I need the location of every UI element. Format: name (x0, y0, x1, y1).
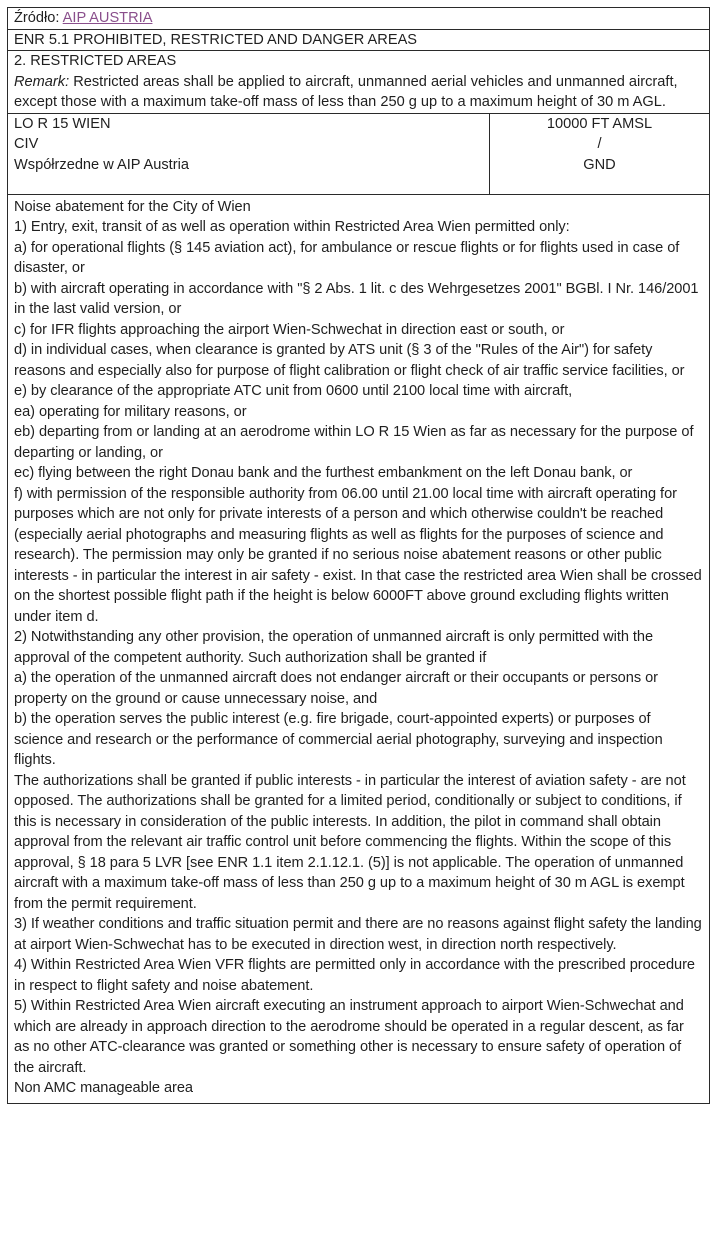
section-title-row (8, 30, 709, 52)
body-paragraph: 5) Within Restricted Area Wien aircraft executing an instrument approach to airport Wien-Schwechat and which are already in approach direction to the aerodrome should be operated in a regular descent, as far as no other ATC-clearance was granted or something other is necessary to ensure safety of operation of the aircraft. (14, 998, 684, 1076)
limit-separator: / (597, 136, 602, 152)
upper-limit: 10000 FT AMSL (546, 115, 653, 132)
aip-document-table (7, 7, 710, 1104)
source-row (8, 8, 709, 30)
area-coordinates: Współrzedne w AIP Austria (14, 156, 189, 173)
area-type: CIV (14, 136, 39, 152)
body-paragraph: a) the operation of the unmanned aircraft does not endanger aircraft or their occupants or persons or property on the ground or cause unnecessary noise, and (14, 670, 658, 707)
source-label: Źródło: (14, 10, 60, 26)
body-paragraph: a) for operational flights (§ 145 aviation act), for ambulance or rescue flights or for flights used in case of disaster, or (14, 239, 680, 276)
remark-label: Remark: (14, 73, 70, 90)
body-paragraph: f) with permission of the responsible authority from 06.00 until 21.00 local time with aircraft operating for purposes which are not only for private interests of a person and which otherwise couldn't be reached (especially aerial photographs and measuring flights as well as flights for the purposes of science and research). The permission may only be granted if no serious noise abatement reasons or other public interests - in particular the interest in air safety - exist. In that case the restricted area Wien shall be crossed on the shortest possible flight path if the height is below 6000FT above ground excluding flights written under item d. (14, 485, 702, 625)
section-title: ENR 5.1 PROHIBITED, RESTRICTED AND DANGER AREAS (14, 31, 418, 48)
body-paragraph: eb) departing from or landing at an aerodrome within LO R 15 Wien as far as necessary for the purpose of departing or landing, or (14, 424, 694, 461)
body-paragraph: b) the operation serves the public interest (e.g. fire brigade, court-appointed experts) or purposes of science and research or the performance of commercial aerial photography, surveying and inspection flights. (14, 711, 663, 768)
area-designator: LO R 15 WIEN (14, 115, 111, 132)
body-paragraph: ec) flying between the right Donau bank and the furthest embankment on the left Donau bank, or (14, 465, 633, 481)
body-paragraph: b) with aircraft operating in accordance with "§ 2 Abs. 1 lit. c des Wehrgesetzes 2001" BGBl. I Nr. 146/2001 in the last valid version, or (14, 280, 699, 317)
remarks-body (8, 195, 709, 1103)
body-paragraph: d) in individual cases, when clearance is granted by ATS unit (§ 3 of the "Rules of the Air") for safety reasons and especially also for purpose of flight calibration or flight check of air traffic service facilities, or (14, 342, 685, 379)
area-row (8, 114, 709, 195)
subsection-row (8, 51, 709, 114)
body-paragraph: Noise abatement for the City of Wien (14, 198, 251, 215)
body-paragraph: 1) Entry, exit, transit of as well as operation within Restricted Area Wien permitted only: (14, 219, 570, 235)
lower-limit: GND (583, 156, 616, 173)
body-paragraph: e) by clearance of the appropriate ATC unit from 0600 until 2100 local time with aircraft, (14, 383, 573, 399)
body-paragraph: 4) Within Restricted Area Wien VFR flights are permitted only in accordance with the prescribed procedure in respect to flight safety and noise abatement. (14, 957, 695, 994)
remark-paragraph (14, 72, 703, 113)
body-paragraph: ea) operating for military reasons, or (14, 403, 247, 420)
body-paragraph: 2) Notwithstanding any other provision, the operation of unmanned aircraft is only permitted with the approval of the competent authority. Such authorization shall be granted if (14, 629, 654, 666)
source-link[interactable]: AIP AUSTRIA (62, 10, 153, 26)
area-identification-cell (8, 114, 490, 194)
area-limits-cell (490, 114, 709, 194)
body-paragraph: Non AMC manageable area (14, 1080, 193, 1096)
body-paragraph: The authorizations shall be granted if public interests - in particular the interest of aviation safety - are not opposed. The authorizations shall be granted for a limited period, conditionally or subject to conditions, if this is necessary in consideration of the public interests. In addition, the pilot in command shall obtain approval from the relevant air traffic control unit before commencing the flights. Within the scope of this approval, § 18 para 5 LVR [see ENR 1.1 item 2.1.12.1. (5)] is not applicable. The operation of unmanned aircraft with a maximum take-off mass of less than 250 g up to a maximum height of 30 m AGL is exempt from the permit requirement. (14, 772, 686, 912)
remark-text: Restricted areas shall be applied to aircraft, unmanned aerial vehicles and unmanned aircraft, except those with a maximum take-off mass of less than 250 g up to a maximum height of 30 m AGL. (14, 73, 678, 110)
subsection-title: 2. RESTRICTED AREAS (14, 53, 177, 69)
body-paragraph: 3) If weather conditions and traffic situation permit and there are no reasons against flight safety the landing at airport Wien-Schwechat has to be executed in direction west, in direction north respectively. (14, 916, 702, 953)
body-paragraph: c) for IFR flights approaching the airport Wien-Schwechat in direction east or south, or (14, 321, 565, 338)
